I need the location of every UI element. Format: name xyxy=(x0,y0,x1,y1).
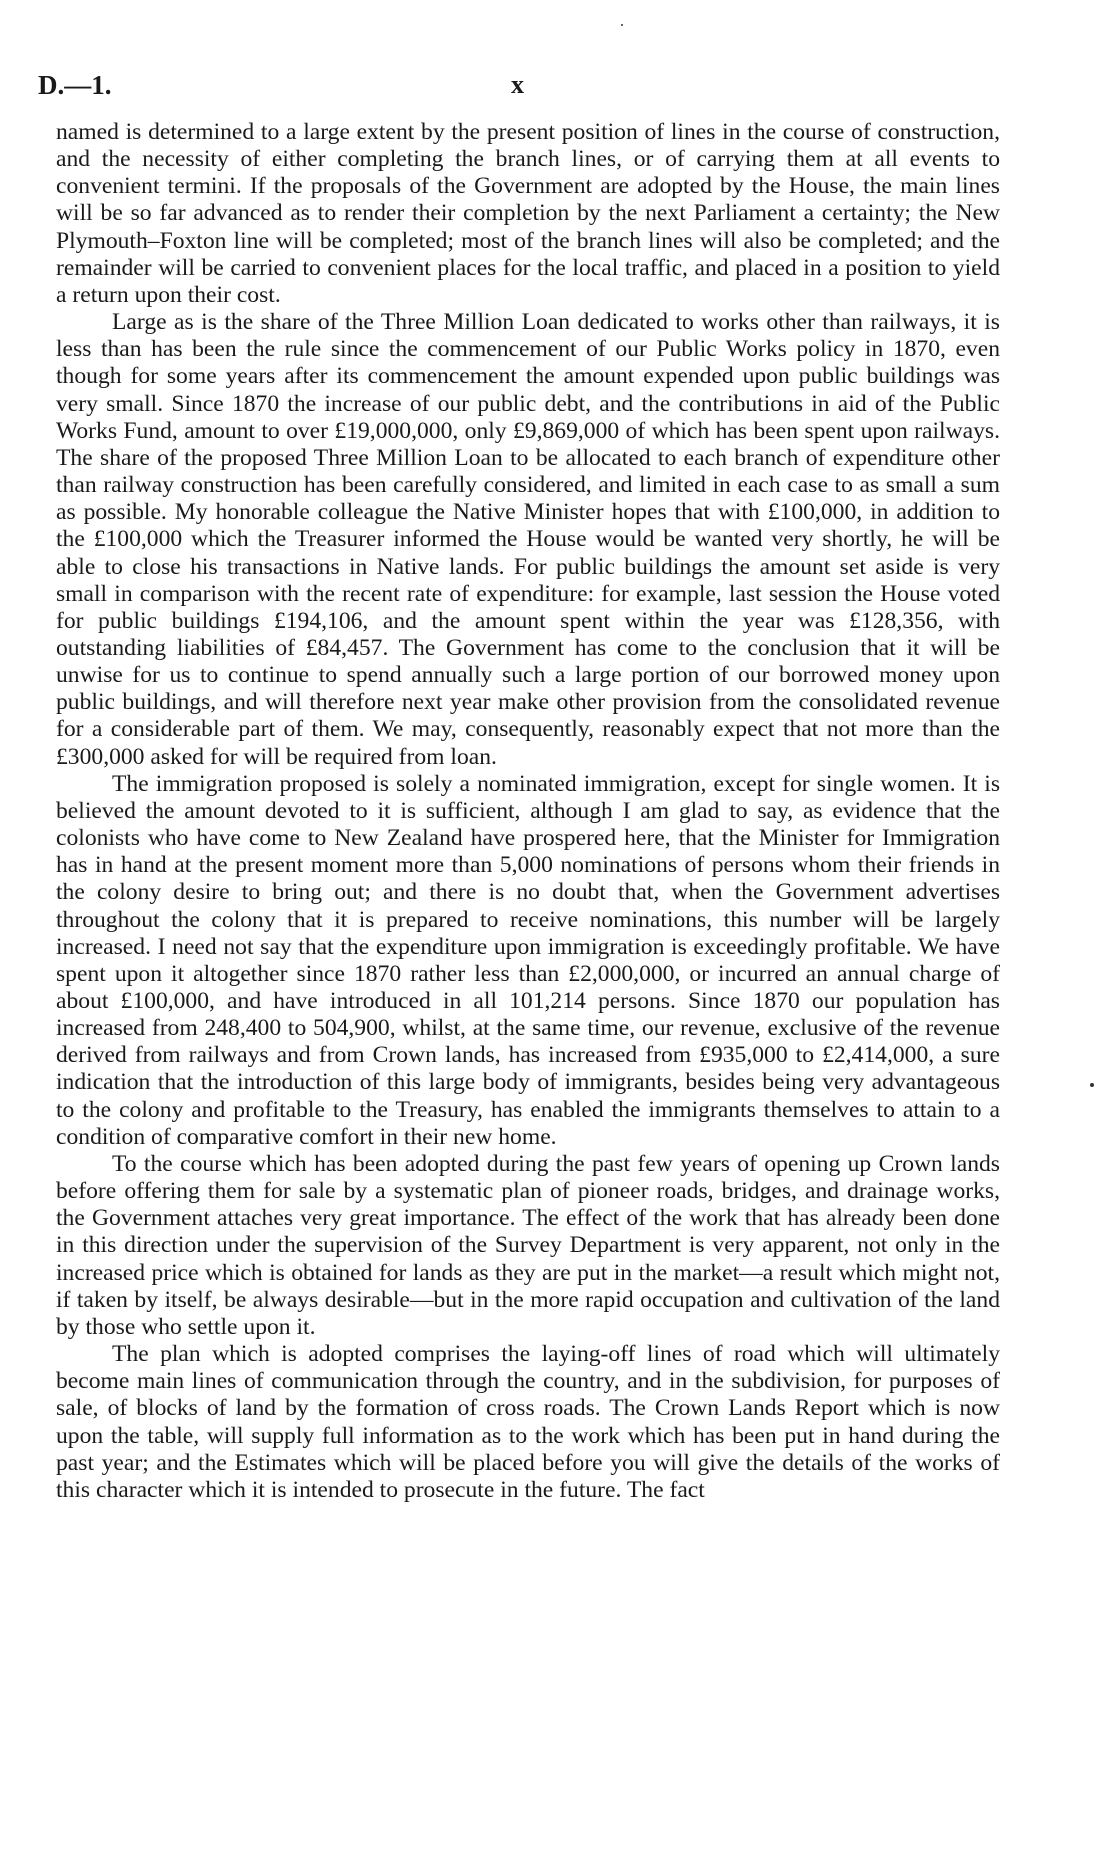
paragraph-loan-allocation: Large as is the share of the Three Million Loan dedicated to works other than railways, it is less than has been the rule since the commencement of our Public Works policy in 1870, even though for some years after its commencement the amount expended upon public buildings was very small. Since 1870 the increase of our public debt, and the contributions in aid of the Public Works Fund, amount to over £19,000,000, only £9,869,000 of which has been spent upon railways. The share of the proposed Three Million Loan to be allocated to each branch of expenditure other than railway construction has been carefully considered, and limited in each case to as small a sum as possible. My honorable colleague the Native Minister hopes that with £100,000, in addition to the £100,000 which the Treasurer informed the House would be wanted very shortly, he will be able to close his transactions in Native lands. For public buildings the amount set aside is very small in comparison with the recent rate of expenditure: for example, last session the House voted for public buildings £194,106, and the amount spent within the year was £128,356, with outstanding liabilities of £84,457. The Government has come to the conclusion that it will be unwise for us to continue to spend annually such a large portion of our borrowed money upon public buildings, and will therefore next year make other provision from the consolidated revenue for a considerable part of them. We may, consequently, reasonably expect that not more than the £300,000 asked for will be required from loan. xyxy=(56,309,1000,770)
paragraph-railway-lines: named is determined to a large extent by the present position of lines in the course of construction, and the necessity of either completing the branch lines, or of carrying them at all events to convenient termini. If the proposals of the Government are adopted by the House, the main lines will be so far advanced as to render their completion by the next Parliament a certainty; the New Plymouth–Foxton line will be completed; most of the branch lines will also be completed; and the remainder will be carried to convenient places for the local traffic, and placed in a position to yield a return upon their cost. xyxy=(56,119,1000,308)
page-number: x xyxy=(511,70,524,99)
paragraph-immigration: The immigration proposed is solely a nominated immigration, except for single women. It is believed the amount devoted to it is sufficient, although I am glad to say, as evidence that the colonists who have come to New Zealand have prospered here, that the Minister for Immigration has in hand at the present moment more than 5,000 nominations of persons whom their friends in the colony desire to bring out; and there is no doubt that, when the Government advertises throughout the colony that it is prepared to receive nominations, this number will be largely increased. I need not say that the expenditure upon immigration is exceedingly profitable. We have spent upon it altogether since 1870 rather less than £2,000,000, or incurred an annual charge of about £100,000, and have introduced in all 101,214 persons. Since 1870 our population has increased from 248,400 to 504,900, whilst, at the same time, our revenue, exclusive of the revenue derived from railways and from Crown lands, has increased from £935,000 to £2,414,000, a sure indication that the introduction of this large body of immigrants, besides being very advantageous to the colony and profitable to the Treasury, has enabled the immigrants themselves to attain to a condition of comparative comfort in their new home. xyxy=(56,770,1000,1150)
scan-speck xyxy=(1090,1083,1094,1087)
body-text xyxy=(56,119,1000,1504)
document-reference: D.—1. xyxy=(38,70,112,100)
paragraph-road-plan: The plan which is adopted comprises the laying-off lines of road which will ultimately become main lines of communication through the country, and in the subdivision, for purposes of sale, of blocks of land by the formation of cross roads. The Crown Lands Report which is now upon the table, will supply full information as to the work which has been put in hand during the past year; and the Estimates which will be placed before you will give the details of the works of this character which it is intended to prosecute in the future. The fact xyxy=(56,1341,1000,1503)
paragraph-crown-lands: To the course which has been adopted during the past few years of opening up Crown lands before offering them for sale by a systematic plan of pioneer roads, bridges, and drainage works, the Government attaches very great importance. The effect of the work that has already been done in this direction under the supervision of the Survey Department is very apparent, not only in the increased price which is obtained for lands as they are put in the market—a result which might not, if taken by itself, be always desirable—but in the more rapid occupation and cultivation of the land by those who settle upon it. xyxy=(56,1150,1000,1340)
scan-speck xyxy=(621,24,623,26)
